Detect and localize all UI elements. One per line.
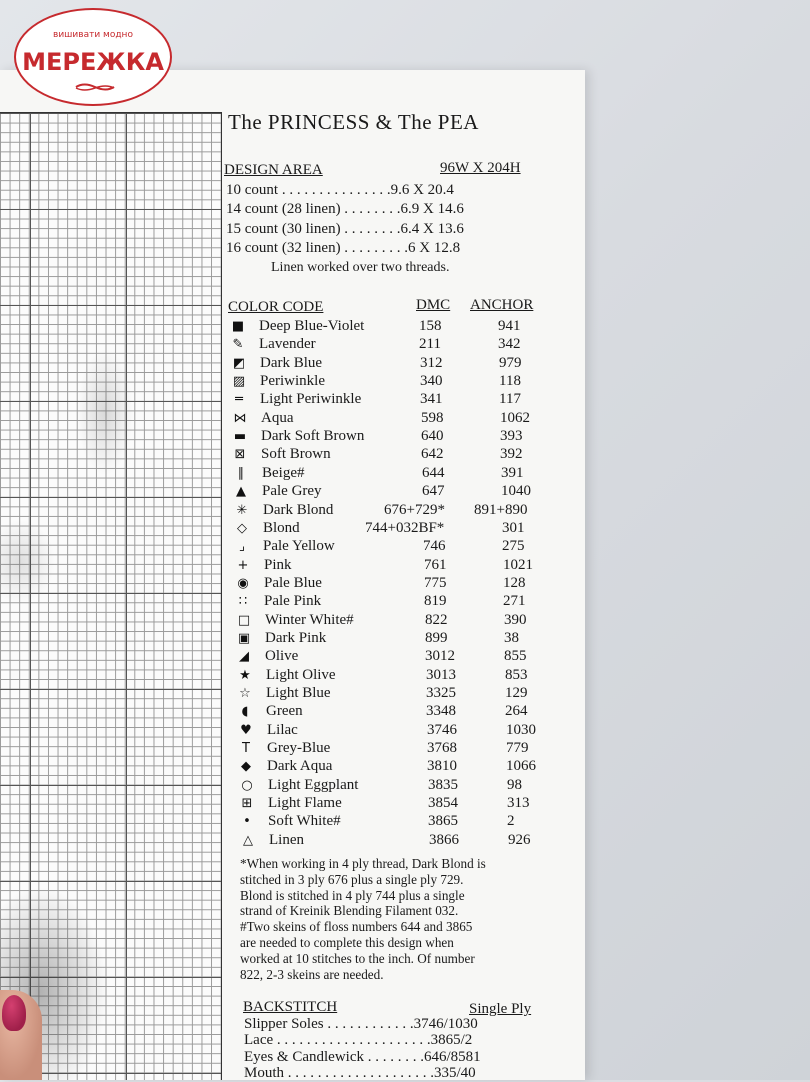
color-name: Linen <box>269 832 304 848</box>
dmc-number: 3810 <box>427 758 457 774</box>
color-name: Dark Aqua <box>267 758 333 774</box>
dot-icon: • <box>243 814 251 829</box>
dmc-number: 644 <box>422 465 445 481</box>
color-name: Pink <box>264 557 292 573</box>
anchor-number: 1021 <box>503 557 533 573</box>
pen-slash-icon: ✎ <box>232 337 244 352</box>
dmc-number: 3012 <box>425 648 455 664</box>
dmc-number: 746 <box>423 538 446 554</box>
thread-skein-icon <box>74 82 116 92</box>
color-name: Dark Pink <box>265 630 327 646</box>
color-name: Dark Blond <box>263 502 334 518</box>
color-name: Lilac <box>267 722 298 738</box>
note-line: #Two skeins of floss numbers 644 and 3865 <box>240 919 473 934</box>
anchor-number: 1062 <box>500 410 530 426</box>
backstitch-row: Slipper Soles . . . . . . . . . . . .3746/1030 <box>244 1016 478 1032</box>
color-name: Light Eggplant <box>268 777 359 793</box>
note-line: Blond is stitched in 4 ply 744 plus a single <box>240 888 465 903</box>
anchor-number: 1066 <box>506 758 536 774</box>
color-name: Light Periwinkle <box>260 391 362 407</box>
anchor-number: 313 <box>507 795 530 811</box>
note-line: 822, 2-3 skeins are needed. <box>240 967 384 982</box>
anchor-number: 979 <box>499 355 522 371</box>
anchor-number: 98 <box>507 777 522 793</box>
anchor-number: 275 <box>502 538 525 554</box>
color-name: Light Blue <box>266 685 331 701</box>
asterisk-icon: ✳ <box>236 503 248 518</box>
color-name: Green <box>266 703 303 719</box>
anchor-number: 342 <box>498 336 521 352</box>
circled-dot-icon: ◉ <box>237 576 249 591</box>
anchor-number: 118 <box>499 373 521 389</box>
color-name: Light Olive <box>266 667 336 683</box>
color-name: Soft Brown <box>261 446 331 462</box>
dmc-number: 819 <box>424 593 447 609</box>
cross-stitch-chart-grid <box>0 112 222 1080</box>
half-circle-icon: ◖ <box>241 704 249 719</box>
dmc-number: 598 <box>421 410 444 426</box>
dotted-square-icon: ▣ <box>237 631 251 646</box>
right-triangle-icon: ◢ <box>239 649 249 664</box>
note-line: worked at 10 stitches to the inch. Of number <box>240 951 475 966</box>
dmc-number: 3866 <box>429 832 459 848</box>
color-name: Periwinkle <box>260 373 325 389</box>
logo-tagline: вишивати модно <box>53 30 133 40</box>
filled-square-icon: ■ <box>231 319 245 334</box>
dmc-number: 3768 <box>427 740 457 756</box>
dmc-number: 3013 <box>426 667 456 683</box>
double-line-icon: ═ <box>235 392 243 407</box>
anchor-number: 391 <box>501 465 524 481</box>
brand-logo <box>14 8 172 106</box>
color-name: Lavender <box>259 336 316 352</box>
four-dots-icon: ∷ <box>238 594 248 609</box>
logo-brand: МЕРЕЖКА <box>22 48 164 76</box>
backstitch-ply: Single Ply <box>469 1001 532 1017</box>
dmc-number: 158 <box>419 318 442 334</box>
star-filled-icon: ★ <box>239 668 251 683</box>
backstitch-row: Lace . . . . . . . . . . . . . . . . . . . . .3865/2 <box>244 1032 473 1048</box>
dmc-number: 642 <box>421 446 444 462</box>
dmc-number: 822 <box>425 612 448 628</box>
anchor-number: 38 <box>504 630 519 646</box>
triangle-icon: ▲ <box>236 484 246 499</box>
design-area-row: 14 count (28 linen) . . . . . . . .6.9 X 14.6 <box>226 201 464 217</box>
color-name: Deep Blue-Violet <box>259 318 365 334</box>
dmc-number: 3746 <box>427 722 457 738</box>
anchor-number: 779 <box>506 740 529 756</box>
dmc-number: 340 <box>420 373 443 389</box>
color-name: Grey-Blue <box>267 740 331 756</box>
t-icon: T <box>242 741 250 756</box>
dmc-number: 761 <box>424 557 447 573</box>
plus-icon: + <box>237 558 249 573</box>
anchor-number: 271 <box>503 593 526 609</box>
dmc-number: 3865 <box>428 813 458 829</box>
anchor-number: 853 <box>505 667 528 683</box>
anchor-number: 891+890 <box>474 502 528 518</box>
color-name: Pale Grey <box>262 483 322 499</box>
dmc-number: 3854 <box>428 795 458 811</box>
page-title: The PRINCESS & The PEA <box>228 110 479 134</box>
anchor-number: 392 <box>500 446 523 462</box>
color-name: Soft White# <box>268 813 341 829</box>
color-name: Light Flame <box>268 795 342 811</box>
empty-square-icon: □ <box>237 613 251 628</box>
bowtie-icon: ⋈ <box>233 411 247 426</box>
color-name: Pale Blue <box>264 575 322 591</box>
anchor-number: 128 <box>503 575 526 591</box>
dmc-number: 899 <box>425 630 448 646</box>
color-name: Dark Soft Brown <box>261 428 365 444</box>
anchor-number: 855 <box>504 648 527 664</box>
anchor-number: 926 <box>508 832 531 848</box>
bar-icon: ▬ <box>233 429 247 444</box>
diamond-outline-icon: ◇ <box>237 521 247 536</box>
dmc-number: 3348 <box>426 703 456 719</box>
dmc-number: 647 <box>422 483 445 499</box>
color-name: Olive <box>265 648 299 664</box>
color-name: Pale Pink <box>264 593 322 609</box>
note-line: *When working in 4 ply thread, Dark Blond is <box>240 856 486 871</box>
dmc-header: DMC <box>416 297 451 313</box>
dmc-number: 640 <box>421 428 444 444</box>
design-area-note: Linen worked over two threads. <box>271 260 450 275</box>
slashed-square-icon: ▨ <box>232 374 246 389</box>
anchor-number: 301 <box>502 520 525 536</box>
anchor-number: 264 <box>505 703 528 719</box>
dmc-number: 211 <box>419 336 441 352</box>
dmc-number: 312 <box>420 355 443 371</box>
color-name: Winter White# <box>265 612 354 628</box>
design-area-size: 96W X 204H <box>440 160 521 176</box>
color-name: Beige# <box>262 465 305 481</box>
anchor-number: 117 <box>499 391 521 407</box>
color-code-header: COLOR CODE <box>228 299 324 315</box>
anchor-number: 393 <box>500 428 523 444</box>
note-line: strand of Kreinik Blending Filament 032. <box>240 903 459 918</box>
color-name: Dark Blue <box>260 355 323 371</box>
color-name: Blond <box>263 520 300 536</box>
backstitch-row: Eyes & Candlewick . . . . . . . .646/8581 <box>244 1049 481 1065</box>
grid-square-icon: ⊞ <box>241 796 253 811</box>
fingernail <box>2 995 26 1031</box>
backstitch-row: Mouth . . . . . . . . . . . . . . . . . . . .335/40 <box>244 1065 476 1081</box>
star-outline-icon: ☆ <box>239 686 251 701</box>
triangle-outline-icon: △ <box>243 833 253 848</box>
dmc-number: 3325 <box>426 685 456 701</box>
corner-icon: ⌟ <box>238 539 246 554</box>
anchor-header: ANCHOR <box>470 297 534 313</box>
anchor-number: 1040 <box>501 483 531 499</box>
anchor-number: 2 <box>507 813 515 829</box>
color-name: Aqua <box>261 410 294 426</box>
backstitch-header: BACKSTITCH <box>243 999 338 1015</box>
anchor-number: 941 <box>498 318 521 334</box>
x-square-icon: ⊠ <box>234 447 246 462</box>
design-area-header: DESIGN AREA <box>224 162 323 178</box>
design-area-row: 16 count (32 linen) . . . . . . . . .6 X 12.8 <box>226 240 461 256</box>
anchor-number: 1030 <box>506 722 536 738</box>
design-area-row: 15 count (30 linen) . . . . . . . .6.4 X 13.6 <box>226 221 464 237</box>
dmc-number: 3835 <box>428 777 458 793</box>
color-name: Pale Yellow <box>263 538 335 554</box>
heart-icon: ♥ <box>240 723 252 738</box>
note-line: are needed to complete this design when <box>240 935 454 950</box>
dmc-number: 744+032BF* <box>365 520 445 536</box>
note-line: stitched in 3 ply 676 plus a single ply 729. <box>240 872 464 887</box>
design-area-row: 10 count . . . . . . . . . . . . . . .9.6 X 20.4 <box>226 182 454 198</box>
diamond-filled-icon: ◆ <box>241 759 251 774</box>
dmc-number: 775 <box>424 575 447 591</box>
circle-outline-icon: ○ <box>241 778 253 793</box>
dmc-number: 676+729* <box>384 502 445 518</box>
anchor-number: 390 <box>504 612 527 628</box>
dmc-number: 341 <box>420 391 443 407</box>
half-filled-square-icon: ◩ <box>232 356 246 371</box>
anchor-number: 129 <box>505 685 528 701</box>
double-slash-icon: ∥ <box>237 466 245 481</box>
